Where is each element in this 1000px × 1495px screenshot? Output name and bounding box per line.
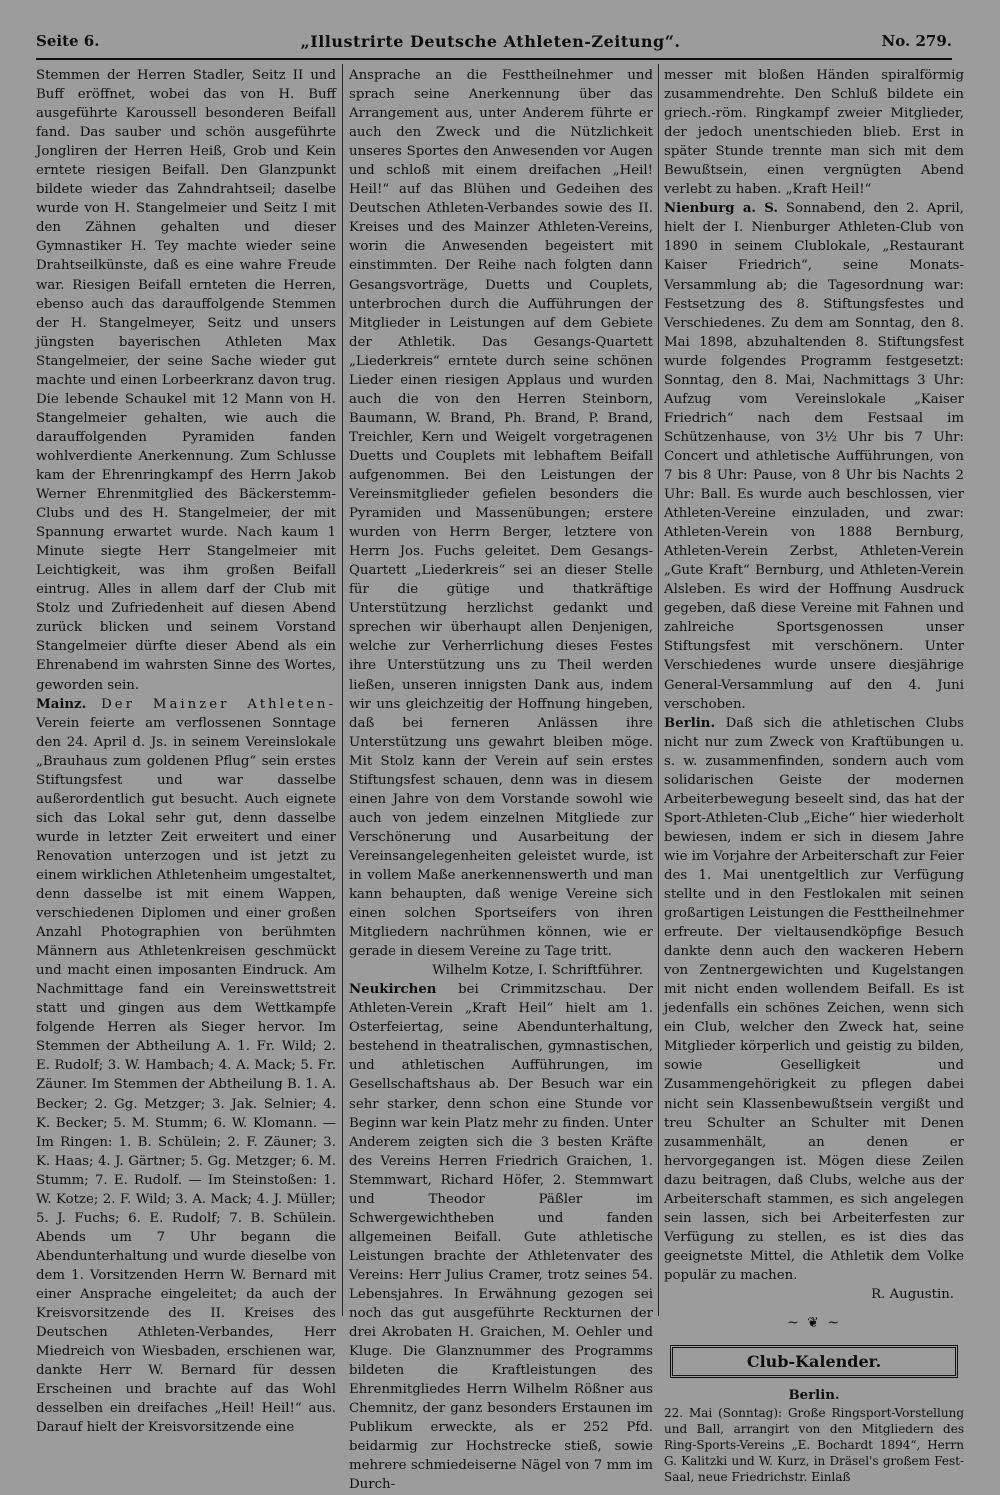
ornament-flourish-icon: ~ ❦ ~ (786, 1315, 842, 1332)
article-berlin (664, 714, 964, 1285)
club-name: Der Mainzer Athleten- (101, 696, 336, 712)
newspaper-title: „Illustrirte Deutsche Athleten-Zeitung“. (300, 31, 681, 51)
article-mainz (36, 695, 336, 1438)
article-heading-nienburg: Nienburg a. S. (664, 201, 779, 217)
column-3 (664, 66, 965, 1485)
club-calendar-banner: Club-Kalender. (670, 1345, 958, 1378)
article-text: bei Crimmitzschau. Der Athleten-Verein „Kraft Heil“ hielt am 1. Osterfeiertag, seine Abendunterhaltung, bestehend in theatralischen, gymnastischen, und athletischen Aufführungen, im Gesellschaftshaus ab. Der Besuch war ein sehr starker, denn schon eine Stunde vor Beginn war kein Platz mehr zu finden. Unter Anderem zeigten sich die 3 besten Kräfte des Vereins Herren Friedrich Graichen, 1. Stemmwart, Richard Höfer, 2. Stemmwart und Theodor Päßler im Schwergewichtheben und fanden allgemeinen Beifall. Gute athletische Leistungen brachte der Athletenvater des Vereins: Herr Julius Cramer, trotz seines 54. Lebensjahres. In Erwähnung gezogen sei noch das gut ausgeführte Reckturnen der drei Akrobaten H. Graichen, M. Oehler und Kluge. Die Glanznummer des Programms bildeten die Kraftleistungen des Ehrenmitgliedes Herrn Wilhelm Rößner aus Chemnitz, der ganz besonders Erstaunen im Publikum erweckte, als er 252 Pfd. beidarmig zur Hochstrecke stieß, sowie mehrere schmiedeiserne Nägel von 7 mm im Durch- (349, 982, 653, 1493)
issue-number: No. 279. (881, 32, 952, 50)
page-header (36, 26, 952, 56)
article-text: messer mit bloßen Händen spiralförmig zusammendrehte. Den Schluß bildete ein griech.-röm. Ringkampf zweier Mitglieder, der jedoch unentschieden blieb. Erst in später Stunde trennte man sich mit dem Bewußtsein, einen vergnügten Abend verlebt zu haben. „Kraft Heil!“ (664, 68, 964, 198)
article-heading-mainz: Mainz. (36, 696, 87, 712)
column-2 (349, 66, 653, 1493)
column-divider-2 (658, 64, 659, 1316)
article-nienburg (664, 199, 964, 713)
column-divider-1 (342, 64, 343, 1316)
article-heading-berlin: Berlin. (664, 715, 716, 731)
page-number: Seite 6. (36, 32, 100, 50)
article-text: Stemmen der Herren Stadler, Seitz II und Buff eröffnet, wobei das von H. Buff ausgeführte Karoussell besonderen Beifall fand. Das sauber und schön ausgeführte Jongliren der Herren Heiß, Grob und Kein erntete riesigen Beifall. Den Glanzpunkt bildete wieder das Zahndrahtseil; daselbe wurde von H. Stangelmeier und Seitz I mit den Zähnen gehalten und dieser Gymnastiker H. Tey machte wieder seine Drahtseilkünste, daß es eine wahre Freude war. Riesigen Beifall ernteten die Herren, ebenso auch das darauffolgende Stemmen der H. Stangelmeyer, Seitz und unsers jüngsten bayerischen Athleten Max Stangelmeier, der seine Sache wieder gut machte und einen Lorbeerkranz davon trug. Die lebende Schaukel mit 12 Mann von H. Stangelmeier gehalten, wie auch die darauffolgenden Pyramiden fanden wohlverdiente Anerkennung. Zum Schlusse kam der Ehrenringkampf des Herrn Jakob Werner Ehrenmitglied des Bäckerstemm-Clubs und des H. Stangelmeier, der mit Spannung erwartet wurde. Nach kaum 1 Minute siegte Herr Stangelmeier mit Leichtigkeit, was ihm großen Beifall eintrug. Alles in allem darf der Club mit Stolz und Zufriedenheit auf diesen Abend zurück blicken und seinem Vorstand Stangelmeier dürfte dieser Abend als ein Ehrenabend im wahrsten Sinne des Wortes, geworden sein. (36, 68, 336, 693)
calendar-city: Berlin. (788, 1388, 840, 1404)
column-1 (36, 66, 336, 1436)
article-neukirchen (349, 980, 653, 1494)
header-rule (36, 58, 952, 60)
article-text: Daß sich die athletischen Clubs nicht nur zum Zweck von Kraftübungen u. s. w. zusammenfinden, sondern auch vom solidarischen Geiste der modernen Arbeiterbewegung beseelt sind, das hat der Sport-Athleten-Club „Eiche“ hier wiederholt bewiesen, indem er sich in diesem Jahre wie im Vorjahre der Arbeiterschaft zur Feier des 1. Mai unentgeltlich zur Verfügung stellte und in den Festlokalen mit seinen großartigen Leistungen die Festtheilnehmer erfreute. Der vieltausendköpfige Besuch dankte denn auch den wackeren Hebern von Zentnergewichten und Kugelstangen mit nicht enden wollendem Beifall. Es ist jedenfalls ein schönes Zeichen, wenn sich ein Club, welcher den Zweck hat, seine Mitglieder körperlich und geistig zu bilden, sowie Geselligkeit und Zusammengehörigkeit zu pflegen dabei nicht sein Klassenbewußtsein vergißt und treu Schulter an Schulter mit Denen zusammenhält, an denen er hervorgegangen ist. Mögen diese Zeilen dazu beitragen, daß Clubs, welche aus der Arbeiterschaft stammen, es sich angelegen sein lassen, sich bei Arbeiterfesten zur Verfügung zu stellen, es ist dies das geeignetste Mittel, die Athletik dem Volke populär zu machen. (664, 715, 965, 1283)
signature: Wilhelm Kotze, I. Schriftführer. (432, 963, 643, 979)
calendar-entry: 22. Mai (Sonntag): Große Ringsport-Vorstellung und Ball, arrangirt von den Mitgliedern des Ring-Sports-Vereins „E. Bochardt 1894“, Herrn G. Kalitzki und W. Kurz, in Dräsel's großem Fest-Saal, neue Friedrichstr. Einlaß (664, 1406, 964, 1485)
article-heading-neukirchen: Neukirchen (349, 982, 437, 998)
signature: R. Augustin. (871, 1287, 954, 1302)
article-text: Ansprache an die Festtheilnehmer und sprach seine Anerkennung über das Arrangement aus, unter Anderem führte er auch den Zweck und die Nützlichkeit unseres Sportes den Anwesenden vor Augen und schloß mit einem dreifachen „Heil! Heil!“ auf das Blühen und Gedeihen des Deutschen Athleten-Verbandes sowie des II. Kreises und des Mainzer Athleten-Vereins, worin die Anwesenden begeistert mit einstimmten. Der Reihe nach folgten dann Gesangsvorträge, Duetts und Couplets, unterbrochen durch die Aufführungen der Mitglieder in Leistungen auf dem Gebiete der Athletik. Das Gesangs-Quartett „Liederkreis“ erntete durch seine schönen Lieder einen riesigen Applaus und wurden auch die von den Herren Steinborn, Baumann, W. Brand, Ph. Brand, P. Brand, Treichler, Kern und Weigelt vorgetragenen Duetts und Couplets mit lebhaftem Beifall aufgenommen. Bei den Leistungen der Vereinsmitglieder gefielen besonders die Pyramiden und Massenübungen; erstere wurden von Herrn Berger, letztere von Herrn Jos. Fuchs geleitet. Dem Gesangs-Quartett „Liederkreis“ sei an dieser Stelle für die gütige und thatkräftige Unterstützung herzlichst gedankt und sprechen wir überhaupt allen Denjenigen, welche zur Verherrlichung dieses Festes ihre Unterstützung uns zu Theil werden ließen, unseren innigsten Dank aus, indem wir uns gleichzeitig der Hoffnung hingeben, daß bei ferneren Anlässen ihre Unterstützung uns gewahrt bleiben möge. Mit Stolz kann der Verein auf sein erstes Stiftungsfest schauen, denn was in diesem einen Jahre von dem Vorstande sowohl wie auch von jedem einzelnen Mitgliede zur Verschönerung und Ausarbeitung der Vereinsangelegenheiten geleistet wurde, ist in vollem Maße anerkennenswerth und man kann behaupten, daß wenige Vereine sich einen solchen Sportseifers von ihren Mitgliedern nachrühmen können, wie er gerade in diesem Vereine zu Tage tritt. (349, 68, 653, 960)
article-text: Sonnabend, den 2. April, hielt der I. Nienburger Athleten-Club von 1890 in seinem Clublokale, „Restaurant Kaiser Friedrich“, seine Monats-Versammlung ab; die Tagesordnung war: Festsetzung des 8. Stiftungsfestes und Verschiedenes. Zu dem am Sonntag, den 8. Mai 1898, abzuhaltenden 8. Stiftungsfest wurde folgendes Programm festgesetzt: Sonntag, den 8. Mai, Nachmittags 3 Uhr: Aufzug vom Vereinslokale „Kaiser Friedrich“ nach dem Festsaal im Schützenhause, von 3½ Uhr bis 7 Uhr: Concert und athletische Aufführungen, von 7 bis 8 Uhr: Pause, von 8 Uhr bis Nachts 2 Uhr: Ball. Es wurde auch beschlossen, vier Athleten-Vereine einzuladen, und zwar: Athleten-Verein von 1888 Bernburg, Athleten-Verein Zerbst, Athleten-Verein „Gute Kraft“ Bernburg, und Athleten-Verein Alsleben. Es wird der Hoffnung Ausdruck gegeben, daß diese Vereine mit Fahnen und zahlreiche Sportsgenossen unser Stiftungsfest mit verschönern. Unter Verschiedenes wurde unsere diesjährige General-Versammlung auf den 4. Juni verschoben. (664, 201, 964, 712)
article-text: Verein feierte am verflossenen Sonntage den 24. April d. Js. in seinem Vereinslokale „Brauhaus zum goldenen Pflug“ sein erstes Stiftungsfest und war dasselbe außerordentlich gut besucht. Auch eignete sich das Lokal sehr gut, denn dasselbe wurde in letzter Zeit erweitert und einer Renovation unterzogen und ist jetzt zu einem wirklichen Athletenheim umgestaltet, denn dasselbe ist mit einem Wappen, verschiedenen Diplomen und einer großen Anzahl Photographien von berühmten Männern aus Athletenkreisen geschmückt und macht einen imposanten Eindruck. Am Nachmittage fand ein Vereinswettstreit statt und gingen aus dem Wettkampfe folgende Herren als Sieger hervor. Im Stemmen der Abtheilung A. 1. Fr. Wild; 2. E. Rudolf; 3. W. Hambach; 4. A. Mack; 5. Fr. Zäuner. Im Stemmen der Abtheilung B. 1. A. Becker; 2. Gg. Metzger; 3. Jak. Selnier; 4. K. Becker; 5. M. Stumm; 6. W. Klomann. — Im Ringen: 1. B. Schülein; 2. F. Zäuner; 3. K. Haas; 4. J. Gärtner; 5. Gg. Metzger; 6. M. Stumm; 7. E. Rudolf. — Im Steinstoßen: 1. W. Kotze; 2. F. Wild; 3. A. Mack; 4. J. Müller; 5. J. Fuchs; 6. E. Rudolf; 7. B. Schülein. Abends um 7 Uhr begann die Abendunterhaltung und wurde dieselbe von dem 1. Vorsitzenden Herrn W. Bernard mit einer Ansprache eingeleitet; da auch der Kreisvorsitzende des II. Kreises des Deutschen Athleten-Verbandes, Herr Miedreich von Wiesbaden, erschienen war, dankte Herr W. Bernard für dessen Erscheinen und brachte auf das Wohl desselben ein dreifaches „Heil! Heil!“ aus. Darauf hielt der Kreisvorsitzende eine (36, 715, 336, 1436)
